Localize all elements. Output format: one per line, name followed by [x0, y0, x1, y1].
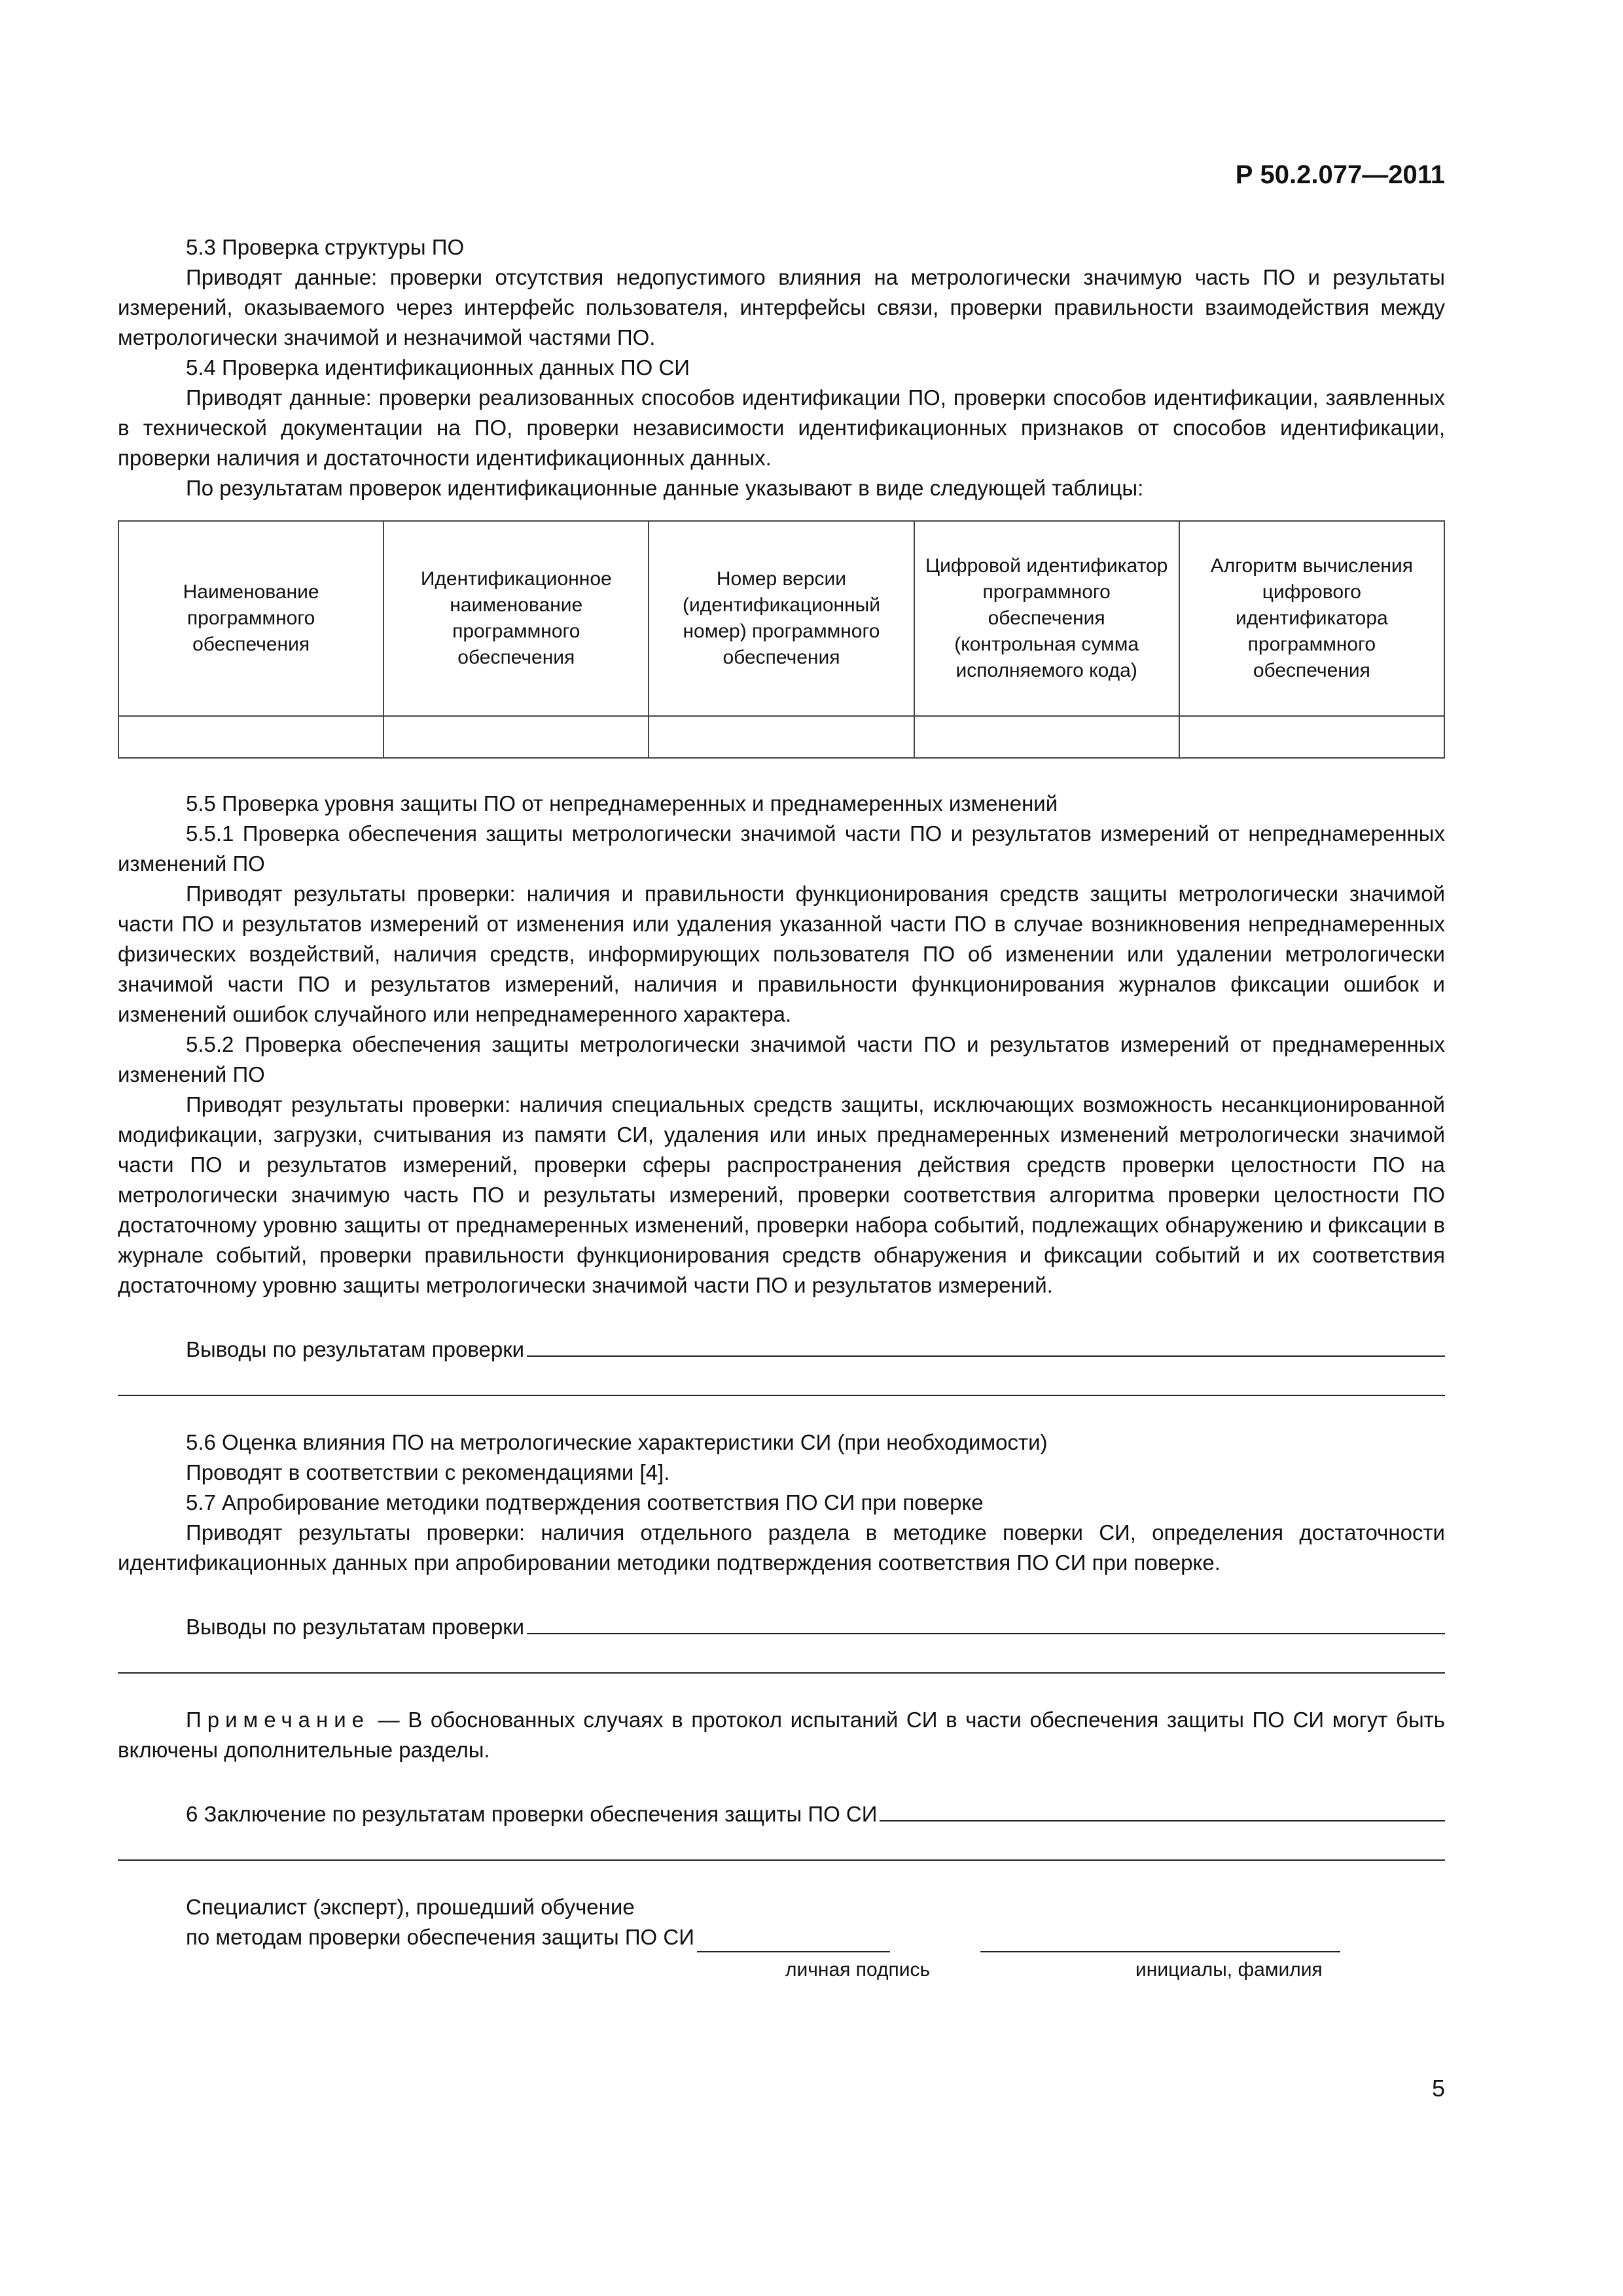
table-header-cell: Наименование программного обеспечения	[118, 521, 383, 716]
fill-in-line[interactable]	[118, 1829, 1445, 1861]
section-5-3-text: Приводят данные: проверки отсутствия недопустимого влияния на метрологически значимую часть ПО и результаты измерений, оказываемого через интерфейс пользователя, интерфейсы связи, проверки правильности взаимодействия между метрологически значимой и незначимой частями ПО.	[118, 265, 1445, 350]
section-5-6-title: 5.6 Оценка влияния ПО на метрологические характеристики СИ (при необходимости)	[186, 1430, 1048, 1454]
table-header-cell: Цифровой идентификатор программного обеспечения (контрольная сумма исполняемого кода)	[914, 521, 1179, 716]
fill-in-line[interactable]	[527, 1331, 1445, 1357]
signature-block	[118, 1892, 1445, 1985]
signature-line-1: Специалист (эксперт), прошедший обучение	[186, 1895, 635, 1919]
table-cell	[914, 716, 1179, 758]
spacer	[118, 1578, 1445, 1608]
section-5-5-2-title: 5.5.2 Проверка обеспечения защиты метрологически значимой части ПО и результатов измерений от преднамеренных изменений ПО	[118, 1032, 1445, 1086]
table-header-cell: Идентификационное наименование программного обеспечения	[383, 521, 649, 716]
table-cell	[383, 716, 649, 758]
table-cell	[1179, 716, 1444, 758]
section-5-5-1-text: Приводят результаты проверки: наличия и правильности функционирования средств защиты метрологически значимой части ПО и результатов измерений от изменения или удаления указанной части ПО в случае возникновения непреднамеренных физических воздействий, наличия средств, информирующих пользователя ПО об изменении или удалении метрологически значимой части ПО и результатов измерений, наличия и правильности функционирования журналов фиксации ошибок и изменений ошибок случайного или непреднамеренного характера.	[118, 882, 1445, 1026]
table-row	[118, 716, 1444, 758]
name-field[interactable]	[980, 1926, 1340, 1952]
signature-captions	[118, 1952, 1445, 1985]
note-label: Примечание	[186, 1708, 370, 1732]
page-content	[118, 232, 1445, 1985]
final-conclusion-field[interactable]	[118, 1795, 1445, 1829]
section-5-5-1-title: 5.5.1 Проверка обеспечения защиты метрологически значимой части ПО и результатов измерений от непреднамеренных изменений ПО	[118, 821, 1445, 876]
page-number: 5	[1431, 2075, 1445, 2102]
conclusions-field-1[interactable]	[118, 1331, 1445, 1365]
table-intro: По результатам проверок идентификационные данные указывают в виде следующей таблицы:	[186, 476, 1144, 500]
table-header-row	[118, 521, 1444, 716]
identification-table	[118, 520, 1445, 759]
section-6-title: 6 Заключение по результатам проверки обеспечения защиты ПО СИ	[186, 1802, 878, 1826]
fill-in-line[interactable]	[118, 1642, 1445, 1674]
note-text: — В обоснованных случаях в протокол испытаний СИ в части обеспечения защиты ПО СИ могут быть включены дополнительные разделы.	[118, 1708, 1445, 1762]
section-5-5-2-text: Приводят результаты проверки: наличия специальных средств защиты, исключающих возможность несанкционированной модификации, загрузки, считывания из памяти СИ, удаления или иных преднамеренных изменений метрологически значимой части ПО и результатов измерений, проверки сферы распространения действия средств проверки целостности ПО на метрологически значимую часть ПО и результаты измерений, проверки соответствия алгоритма проверки целостности ПО достаточному уровню защиты от преднамеренных изменений, проверки набора событий, подлежащих обнаружению и фиксации в журнале событий, проверки правильности функционирования средств обнаружения и фиксации событий и их соответствия достаточному уровню защиты метрологически значимой части ПО и результатов измерений.	[118, 1092, 1445, 1297]
section-5-6-text: Проводят в соответствии с рекомендациями [4].	[186, 1460, 670, 1484]
signature-line-2: по методам проверки обеспечения защиты ПО СИ	[186, 1925, 694, 1949]
conclusions-label: Выводы по результатам проверки	[186, 1615, 525, 1639]
table-cell	[649, 716, 914, 758]
conclusions-label: Выводы по результатам проверки	[186, 1337, 525, 1361]
fill-in-line[interactable]	[880, 1795, 1445, 1821]
fill-in-line[interactable]	[527, 1608, 1445, 1634]
table-header-cell: Алгоритм вычисления цифрового идентификатора программного обеспечения	[1179, 521, 1444, 716]
section-5-5-title: 5.5 Проверка уровня защиты ПО от непреднамеренных и преднамеренных изменений	[186, 791, 1058, 816]
caption-signature: личная подпись	[785, 1959, 931, 1981]
section-5-7-title: 5.7 Апробирование методики подтверждения соответствия ПО СИ при поверке	[186, 1490, 984, 1515]
fill-in-line[interactable]	[118, 1365, 1445, 1396]
section-5-4-text: Приводят данные: проверки реализованных способов идентификации ПО, проверки способов идентификации, заявленных в технической документации на ПО, проверки независимости идентификационных признаков от способов идентификации, проверки наличия и достаточности идентификационных данных.	[118, 386, 1445, 470]
spacer	[118, 1300, 1445, 1331]
table-header-cell: Номер версии (идентификационный номер) программного обеспечения	[649, 521, 914, 716]
signature-row	[118, 1922, 1445, 1952]
section-5-4-title: 5.4 Проверка идентификационных данных ПО СИ	[186, 355, 690, 380]
document-code: Р 50.2.077—2011	[1235, 160, 1445, 189]
note	[118, 1705, 1445, 1765]
table-cell	[118, 716, 383, 758]
caption-name: инициалы, фамилия	[1135, 1959, 1323, 1981]
signature-field[interactable]	[697, 1926, 890, 1952]
conclusions-field-2[interactable]	[118, 1608, 1445, 1642]
section-5-3-title: 5.3 Проверка структуры ПО	[186, 235, 465, 259]
section-5-7-text: Приводят результаты проверки: наличия отдельного раздела в методике поверки СИ, определения достаточности идентификационных данных при апробировании методики подтверждения соответствия ПО СИ при поверке.	[118, 1520, 1445, 1575]
spacer	[118, 1765, 1445, 1795]
